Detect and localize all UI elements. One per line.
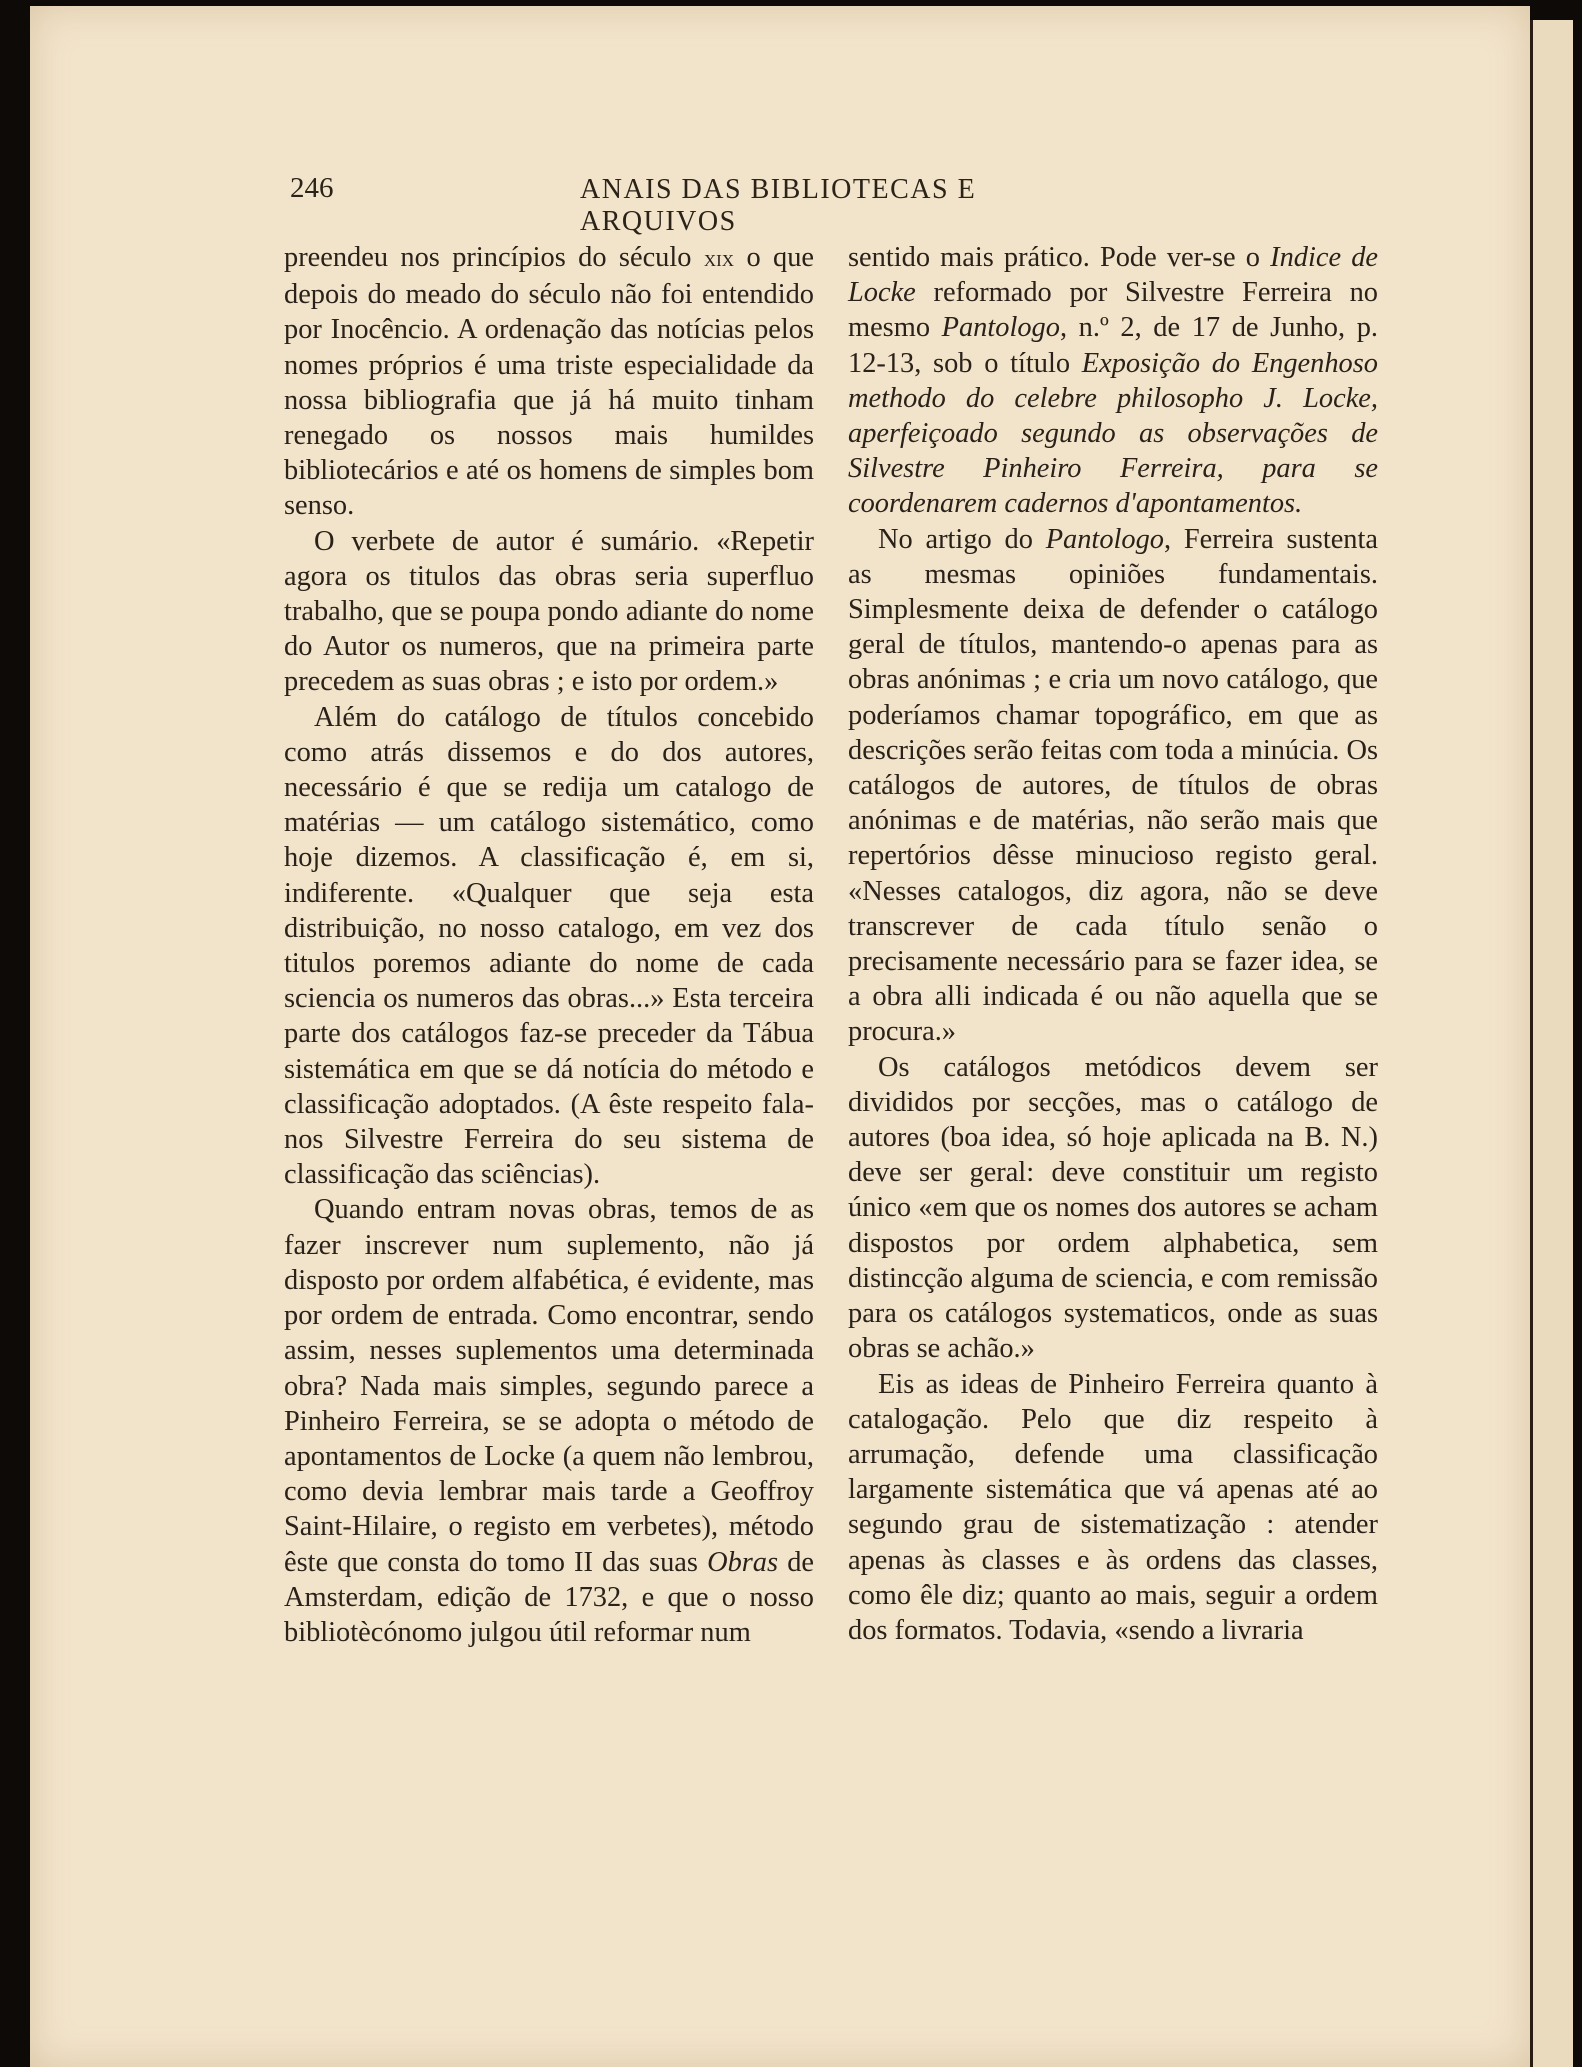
adjacent-page-edge	[1530, 20, 1573, 2067]
paragraph: O verbete de autor é sumário. «Repetir agora os titulos das obras seria superfluo trabalho, que se poupa pondo adiante do nome do Autor os numeros, que na primeira parte precedem as suas obras ; e isto por ordem.»	[284, 525, 814, 698]
running-title: ANAIS DAS BIBLIOTECAS E ARQUIVOS	[580, 174, 977, 237]
paragraph: sentido mais prático. Pode ver-se o Indice de Locke reformado por Silvestre Ferreira no mesmo Pantologo, n.º 2, de 17 de Junho, p. 12-13, sob o título Exposição do Engenhoso methodo do celebre philosopho J. Locke, aperfeiçoado segundo as observações de Silvestre Pinheiro Ferreira, para se coordenarem cadernos d'apontamentos.	[848, 242, 1379, 520]
page-header	[290, 172, 1110, 237]
left-column	[284, 240, 814, 1650]
paragraph: Além do catálogo de títulos concebido como atrás dissemos e do dos autores, necessário é que se redija um catalogo de matérias — um catálogo sistemático, como hoje dizemos. A classificação é, em si, indiferente. «Qualquer que seja esta distribuição, no nosso catalogo, em vez dos titulos poremos adiante do nome de cada sciencia os numeros das obras...» Esta terceira parte dos catálogos faz-se preceder da Tábua sistemática em que se dá notícia do método e classificação adoptados. (A êste respeito fala-nos Silvestre Ferreira do seu sistema de classificação das sciências).	[284, 701, 814, 1191]
paragraph: Eis as ideas de Pinheiro Ferreira quanto à catalogação. Pelo que diz respeito à arrumação, defende uma classificação largamente sistemática que vá apenas até ao segundo grau de sistematização : atender apenas às classes e às ordens das classes, como êle diz; quanto ao mais, seguir a ordem dos formatos. Todavia, «sendo a livraria	[848, 1368, 1378, 1646]
page-number: 246	[290, 172, 334, 204]
paragraph: Os catálogos metódicos devem ser divididos por secções, mas o catálogo de autores (boa idea, só hoje aplicada na B. N.) deve ser geral: deve constituir um registo único «em que os nomes dos autores se acham dispostos por ordem alphabetica, sem distincção alguma de sciencia, e com remissão para os catálogos systematicos, onde as suas obras se achão.»	[848, 1051, 1378, 1365]
paragraph: Quando entram novas obras, temos de as fazer inscrever num suplemento, não já disposto por ordem alfabética, é evidente, mas por ordem de entrada. Como encontrar, sendo assim, nesses suplementos uma determinada obra? Nada mais simples, segundo parece a Pinheiro Ferreira, se se adopta o método de apontamentos de Locke (a quem não lembrou, como devia lembrar mais tarde a Geoffroy Saint-Hilaire, o registo em verbetes), método êste que consta do tomo II das suas Obras de Amsterdam, edição de 1732, e que o nosso bibliotècónomo julgou útil reformar num	[284, 1194, 814, 1648]
paragraph: No artigo do Pantologo, Ferreira sustenta as mesmas opiniões fundamentais. Simplesmente deixa de defender o catálogo geral de títulos, mantendo-o apenas para as obras anónimas ; e cria um novo catálogo, que poderíamos chamar topográfico, em que as descrições serão feitas com toda a minúcia. Os catálogos de autores, de títulos de obras anónimas e de matérias, não serão mais que repertórios dêsse minucioso registo geral. «Nesses catalogos, diz agora, não se deve transcrever de cada título senão o precisamente necessário para se fazer idea, se a obra alli indicada é ou não aquella que se procura.»	[848, 523, 1378, 1048]
paragraph: preendeu nos princípios do século xix o que depois do meado do século não foi entendido por Inocêncio. A ordenação das notícias pelos nomes próprios é uma triste especialidade da nossa bibliografia que já há muito tinham renegado os nossos mais humildes bibliotecários e até os homens de simples bom senso.	[284, 242, 815, 522]
right-column	[848, 240, 1378, 1648]
